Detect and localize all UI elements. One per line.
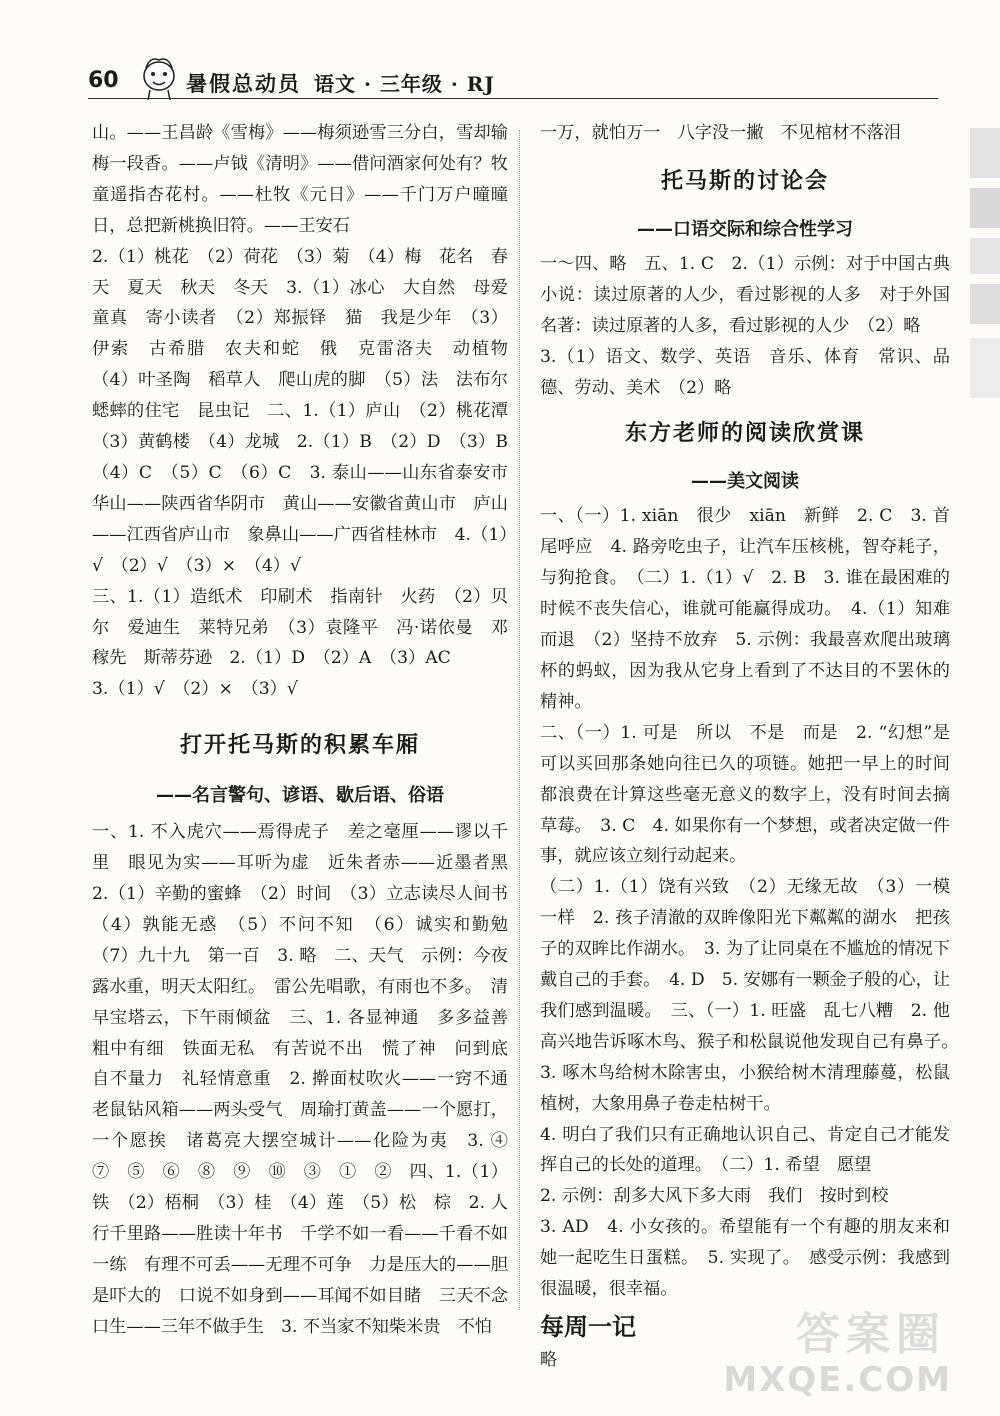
- answer-paragraph: 2. 示例：刮多大风下多大雨 我们 按时到校: [540, 1186, 889, 1207]
- answer-paragraph: 2.（1）桃花 （2）荷花 （3）菊 （4）梅 花名 春天 夏天 秋天 冬天 3.（1）冰心 大自然 母爱 童真 寄小读者 （2）郑振铎 猫 我是少年 （3）伊索 古希腊 农夫和蛇 俄 克雷洛夫 动植物 （4）叶圣陶 稻草人 爬山虎的脚 （5）法 法布尔 蟋蟀的住宅 昆虫记 二、1.（1）庐山 （2）桃花潭 （3）黄鹤楼 （4）龙城 2.（1）B （2）D （3）B （4）C （5）C （6）C 3. 泰山——山东省泰安市 华山——陕西省华阴市 黄山——安徽省黄山市 庐山——江西省庐山市 象鼻山——广西省桂林市 4.（1）√ （2）√ （3）× （4）√: [92, 246, 526, 576]
- section-title: 东方老师的阅读欣赏课: [624, 421, 865, 447]
- answer-paragraph: （二）1.（1）饶有兴致 （2）无缘无故 （3）一模一样 2. 孩子清澈的双眸像阳光下粼粼的湖水 把孩子的双眸比作湖水。 3. 为了让同桌在不尴尬的情况下戴自己的手套。 4. D 5. 安娜有一颗金子般的心，让我们感到温暖。 三、（一）1. 旺盛 乱七八糟 2. 他高兴地告诉啄木鸟、猴子和松鼠说他发现自己有鼻子。 3. 啄木鸟给树木除害虫，小猴给树木清理藤蔓，松鼠植树，大象用鼻子卷走枯树干。: [540, 877, 968, 1114]
- section-subtitle: ——名言警句、谚语、歇后语、俗语: [156, 785, 444, 807]
- answer-paragraph: 二、（一）1. 可是 所以 不是 而是 2. “幻想”是可以买回那条她向往已久的项链。她把一早上的时间都浪费在计算这些毫无意义的数字上，没有时间去摘草莓。 3. C 4. 如果你有一个梦想，或者决定做一件事，就应该立刻行动起来。: [540, 722, 950, 867]
- answer-paragraph: 一、1. 不入虎穴——焉得虎子 差之毫厘——谬以千里 眼见为实——耳听为虚 近朱者赤——近墨者黑 2.（1）辛勤的蜜蜂 （2）时间 （3）立志读尽人间书 （4）孰能无惑 （5）不问不知 （6）诚实和勤勉 （7）九十九 第一百 3. 略 二、天气 示例：今夜露水重，明天太阳红。 雷公先唱歌，有雨也不多。 清早宝塔云，下午雨倾盆 三、1. 各显神通 多多益善 粗中有细 铁面无私 有苦说不出 慌了神 问到底 自不量力 礼轻情意重 2. 擀面杖吹火——一窍不通 老鼠钻风箱——两头受气 周瑜打黄盖——一个愿打，一个愿挨 诸葛亮大摆空城计——化险为夷 3. ④ ⑦ ⑤ ⑥ ⑧ ⑨ ⑩ ③ ① ② 四、1.（1）铁 （2）梧桐 （3）桂 （4）莲 （5）松 棕 2. 人行千里路——胜读十年书 千学不如一看——千看不如一练 有理不可丢——无理不可争 力是压大的——胆是吓大的 口说不如身到——耳闻不如目睹 三天不念口生——三年不做手生 3. 不当家不知柴米贵 不怕: [92, 822, 526, 1337]
- answer-paragraph: 三、1.（1）造纸术 印刷术 指南针 火药 （2）贝尔 爱迪生 莱特兄弟 （3）袁隆平 冯·诺依曼 邓稼先 斯蒂芬逊 2.（1）D （2）A （3）AC: [92, 586, 508, 669]
- right-column: [540, 118, 968, 1376]
- mascot-icon: [138, 54, 180, 104]
- answer-paragraph: 3.（1）√ （2）× （3）√: [92, 679, 298, 700]
- answer-paragraph: 3. AD 4. 小女孩的。希望能有一个有趣的朋友来和她一起吃生日蛋糕。 5. 实现了。 感受示例：我感到很温暖，很幸福。: [540, 1217, 950, 1300]
- page-header: [60, 62, 940, 102]
- section-title: 托马斯的讨论会: [660, 168, 829, 194]
- section-title: 打开托马斯的积累车厢: [179, 733, 420, 759]
- watermark-logo: 答案圈: [796, 1309, 946, 1360]
- page-number: 60: [88, 68, 119, 93]
- answer-paragraph: 3.（1）语文、数学、英语 音乐、体育 常识、品德、劳动、美术 （2）略: [540, 346, 950, 398]
- weekly-title: 每周一记: [540, 1313, 636, 1341]
- page-edge-decoration: [964, 128, 1000, 398]
- series-title: 暑假总动员: [186, 72, 301, 96]
- section-subtitle: ——美文阅读: [691, 471, 799, 493]
- watermark-url: MXQE.COM: [723, 1360, 952, 1400]
- weekly-body: 略: [540, 1350, 558, 1370]
- answer-paragraph: 4. 明白了我们只有正确地认识自己、肯定自己才能发挥自己的长处的道理。 （二）1. 希望 愿望: [540, 1124, 950, 1176]
- answer-paragraph: 一万，就怕万一 八字没一撇 不见棺材不落泪: [540, 123, 901, 143]
- column-divider: [519, 130, 520, 1310]
- answer-paragraph: 一、（一）1. xiān 很少 xiān 新鲜 2. C 3. 首尾呼应 4. 路旁吃虫子，让汽车压核桃，智夺耗子，与狗抢食。 （二）1.（1）√ 2. B 3. 谁在最困难的时候不丧失信心，谁就可能赢得成功。 4.（1）知难而退 （2）坚持不放弃 5. 示例：我最喜欢爬出玻璃杯的蚂蚁，因为我从它身上看到了不达目的不罢休的精神。: [540, 506, 950, 712]
- header-rule: [88, 98, 938, 99]
- answer-paragraph: 一～四、略 五、1. C 2.（1）示例：对于中国古典小说：读过原著的人少，看过影视的人多 对于外国名著：读过原著的人多，看过影视的人少 （2）略: [540, 253, 950, 336]
- subject-grade: 语文 · 三年级 · RJ: [314, 72, 495, 96]
- answer-paragraph: 山。——王昌龄《雪梅》——梅须逊雪三分白，雪却输梅一段香。——卢钺《清明》——借问酒家何处有？牧童遥指杏花村。——杜牧《元日》——千门万户曈曈日，总把新桃换旧符。——王安石: [92, 123, 508, 236]
- left-column: [92, 118, 526, 1343]
- section-subtitle: ——口语交际和综合性学习: [637, 218, 853, 240]
- watermark: [723, 1300, 982, 1410]
